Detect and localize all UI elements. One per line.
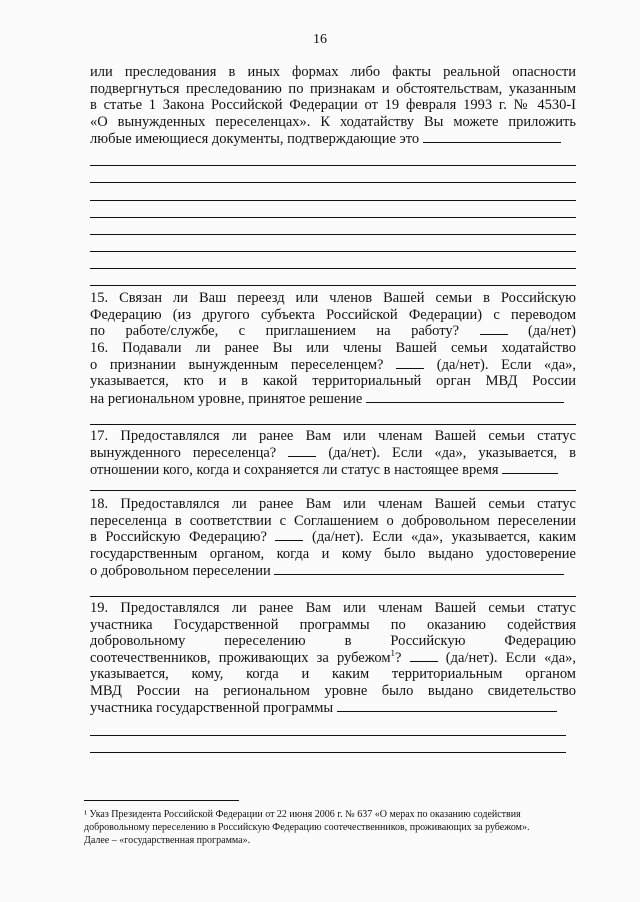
answer-blank[interactable]	[396, 357, 424, 369]
section-divider	[90, 490, 576, 491]
text-line: 17. Предоставлялся ли ранее Вам или членам Вашей семьи статус	[90, 428, 576, 444]
section-divider	[90, 424, 576, 425]
text-line: переселенца в соответствии с Соглашением о добровольном переселении	[90, 512, 576, 529]
text-line: участника Государственной программы по оказанию содействия	[90, 616, 576, 633]
text-line	[90, 390, 576, 408]
text-segment: о добровольном переселении	[90, 563, 271, 579]
question-18	[90, 496, 576, 580]
text-line	[90, 529, 576, 546]
text-line	[90, 650, 576, 667]
text-segment: соотечественников, проживающих за рубежом	[90, 649, 391, 666]
page-number: 16	[313, 32, 327, 47]
text-line: добровольному переселению в Российскую Федерацию	[90, 633, 576, 649]
text-segment: (да/нет). Если «да»,	[436, 356, 576, 373]
answer-line[interactable]	[90, 251, 576, 252]
answer-blank[interactable]	[410, 650, 438, 662]
answer-line[interactable]	[90, 234, 576, 235]
footnote-separator	[84, 800, 239, 801]
text-line	[90, 445, 576, 462]
answer-blank[interactable]	[275, 529, 303, 541]
answer-line[interactable]	[366, 390, 564, 403]
answer-line[interactable]	[90, 217, 576, 218]
text-line: указывается, кому, когда и каким территориальным органом	[90, 666, 576, 682]
answer-line[interactable]	[423, 130, 561, 143]
intro-paragraph	[90, 64, 576, 148]
footnote	[84, 808, 576, 847]
text-segment: отношении кого, когда и сохраняется ли статус в настоящее время	[90, 462, 499, 478]
question-16	[90, 340, 576, 407]
text-line: государственным органом, когда и кому было выдано удостоверение	[90, 545, 576, 562]
answer-line[interactable]	[90, 182, 576, 183]
answer-line[interactable]	[90, 165, 576, 166]
text-segment: (да/нет). Если «да»,	[445, 649, 576, 666]
text-segment: на региональном уровне, принятое решение	[90, 390, 363, 407]
question-19	[90, 600, 576, 717]
text-line: в статье 1 Закона Российской Федерации от 19 февраля 1993 г. № 4530-I	[90, 97, 576, 113]
answer-line[interactable]	[274, 562, 564, 575]
text-line	[90, 562, 576, 580]
text-line: 19. Предоставлялся ли ранее Вам или членам Вашей семьи статус	[90, 600, 576, 616]
text-line: 15. Связан ли Ваш переезд или членов Вашей семьи в Российскую	[90, 290, 576, 306]
text-line	[90, 357, 576, 374]
text-segment: любые имеющиеся документы, подтверждающие это	[90, 131, 420, 147]
text-line: МВД России на региональном уровне было выдано свидетельство	[90, 682, 576, 699]
text-segment: в Российскую Федерацию?	[90, 529, 267, 545]
answer-line[interactable]	[337, 699, 557, 712]
text-line	[90, 323, 576, 340]
text-segment: участника государственной программы	[90, 700, 334, 716]
text-line	[90, 130, 576, 148]
answer-line[interactable]	[502, 461, 558, 474]
text-line	[90, 461, 576, 479]
footnote-ref: 1	[390, 649, 396, 658]
footnote-line: Далее – «государственная программа».	[84, 835, 251, 846]
answer-blank[interactable]	[480, 323, 508, 335]
question-15	[90, 290, 576, 340]
text-segment: вынужденного переселенца?	[90, 444, 277, 461]
text-segment: по работе/службе, с приглашением на работу?	[90, 323, 460, 339]
text-line: 16. Подавали ли ранее Вы или члены Вашей семьи ходатайство	[90, 340, 576, 356]
answer-line[interactable]	[90, 268, 576, 269]
text-line: указывается, кто и в какой территориальный орган МВД России	[90, 373, 576, 389]
answer-line[interactable]	[90, 200, 576, 201]
footnote-line: ¹ Указ Президента Российской Федерации от 22 июня 2006 г. № 637 «О мерах по оказанию содействия	[84, 809, 521, 820]
section-divider	[90, 596, 576, 597]
footnote-line: добровольному переселению в Российскую Федерацию соотечественников, проживающих за рубежом».	[84, 822, 530, 833]
question-17	[90, 428, 576, 479]
text-line: или преследования в иных формах либо факты реальной опасности	[90, 64, 576, 80]
text-segment: о признании вынужденным переселенцем?	[90, 356, 384, 373]
answer-line[interactable]	[90, 752, 566, 753]
text-line: подвергнуться преследованию по признакам и обстоятельствам, указанным	[90, 80, 576, 97]
text-line: 18. Предоставлялся ли ранее Вам или членам Вашей семьи статус	[90, 496, 576, 512]
text-line	[90, 699, 576, 717]
text-segment: ?	[395, 649, 402, 666]
section-divider	[90, 285, 576, 286]
text-segment: (да/нет)	[527, 323, 576, 339]
text-segment: (да/нет). Если «да», указывается, в	[328, 444, 576, 461]
text-line: Федерацию (из другого субъекта Российской Федерации) с переводом	[90, 306, 576, 323]
text-line: «О вынужденных переселенцах». К ходатайству Вы можете приложить	[90, 113, 576, 130]
answer-line[interactable]	[90, 735, 566, 736]
answer-blank[interactable]	[288, 445, 316, 457]
text-segment: (да/нет). Если «да», указывается, каким	[312, 529, 576, 545]
